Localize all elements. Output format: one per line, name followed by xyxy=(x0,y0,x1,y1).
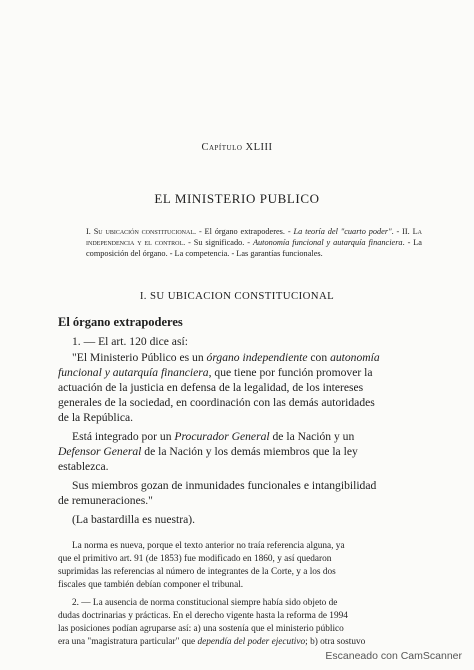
summary-part: Autonomía funcional y autarquía financiera xyxy=(252,238,403,248)
body-line xyxy=(72,429,354,444)
summary-part: . - II. xyxy=(391,227,413,236)
text-run: Está integrado por un xyxy=(72,430,175,443)
summary-part: La teoría del "cuarto poder" xyxy=(293,227,392,236)
scanner-watermark: Escaneado con CamScanner xyxy=(325,650,462,662)
summary-part: I. Su ubicación constitucional xyxy=(86,227,195,236)
body-line xyxy=(58,365,372,380)
chapter-title: EL MINISTERIO PUBLICO xyxy=(154,191,320,206)
para-line xyxy=(58,636,365,649)
text-run: órgano independiente xyxy=(206,351,308,364)
chapter-summary xyxy=(86,226,422,260)
text-run: con xyxy=(307,351,331,364)
body-line: de la República. xyxy=(58,411,134,424)
body-line: (La bastardilla es nuestra). xyxy=(72,513,195,526)
text-run: , que tiene por función promover la xyxy=(208,366,373,379)
body-line xyxy=(58,444,358,459)
note-line: suprimidas las referencias al número de integrantes de la Corte, y a los dos xyxy=(58,567,336,577)
body-line: actuación de la justicia en defensa de la legalidad, de los intereses xyxy=(58,381,364,394)
body-line: de remuneraciones." xyxy=(58,494,153,507)
subheading: El órgano extrapoderes xyxy=(58,315,183,329)
summary-part: . - La composición del órgano. - La competencia. - Las garantías funcionales. xyxy=(86,238,422,259)
section-heading: I. SU UBICACION CONSTITUCIONAL xyxy=(139,290,335,302)
note-line: fiscales que también debían componer el tribunal. xyxy=(58,580,244,590)
summary-part: . - Su significado. - xyxy=(183,238,253,248)
text-run: autonomía xyxy=(330,351,380,364)
text-run: Defensor General xyxy=(58,445,142,458)
summary-part: . - El órgano extrapoderes. - xyxy=(194,227,294,236)
text-run: de la Nación y un xyxy=(269,430,355,443)
note-line: La norma es nueva, porque el texto anterior no traía referencia alguna, ya xyxy=(72,541,345,551)
text-run: funcional y autarquía financiera xyxy=(58,366,209,379)
text-run: dependía del poder ejecutivo xyxy=(197,637,306,647)
para-line: las posiciones podían agruparse así: a) una sostenía que el ministerio público xyxy=(58,624,344,634)
text-run: era una "magistratura particular" que xyxy=(58,637,198,647)
text-run: Procurador General xyxy=(174,430,270,443)
body-line: generales de la sociedad, en coordinación con las demás autoridades xyxy=(58,396,375,409)
body-line: Sus miembros gozan de inmunidades funcionales e intangibilidad xyxy=(72,479,377,492)
text-run: "El Ministerio Público es un xyxy=(72,351,207,364)
para-line: 2. — La ausencia de norma constitucional siempre había sido objeto de xyxy=(72,598,338,608)
body-line: establezca. xyxy=(58,460,109,473)
note-line: que el primitivo art. 91 (de 1853) fue modificado en 1860, y así quedaron xyxy=(58,554,332,564)
summary-part: La independencia y el control xyxy=(86,227,422,248)
text-run: de la Nación y los demás miembros que la ley xyxy=(141,445,358,458)
body-line xyxy=(72,350,380,365)
chapter-label: Capítulo XLIII xyxy=(201,142,273,153)
body-line: 1. — El art. 120 dice así: xyxy=(72,335,188,348)
para-line: dudas doctrinarias y prácticas. En el derecho vigente hasta la reforma de 1994 xyxy=(58,611,348,621)
text-run: ; b) otra sostuvo xyxy=(305,637,366,647)
